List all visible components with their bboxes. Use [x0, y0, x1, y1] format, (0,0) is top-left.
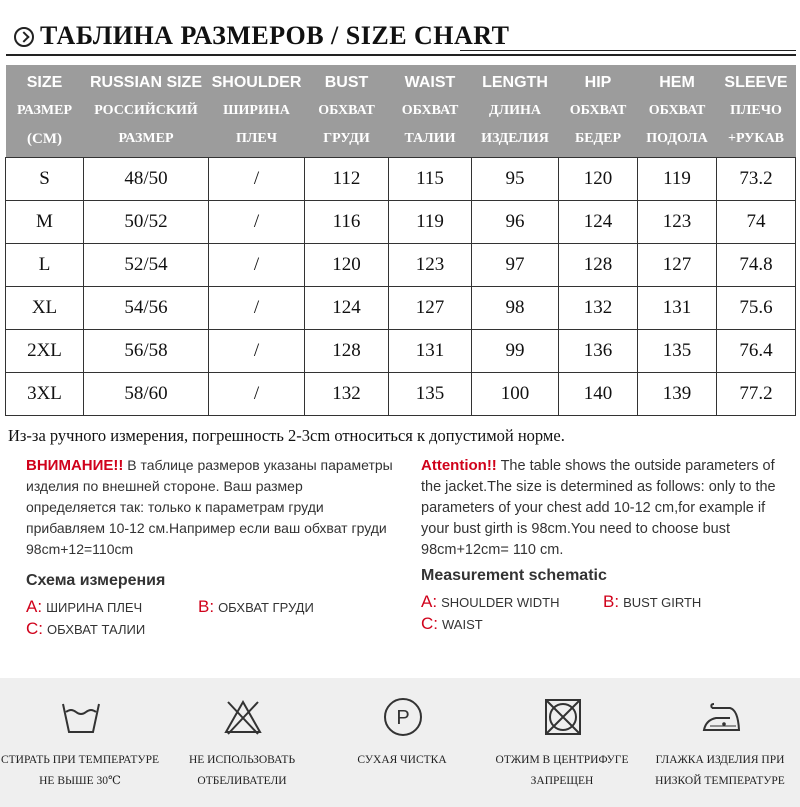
table-cell: 100: [472, 372, 559, 415]
table-cell: XL: [6, 286, 84, 329]
table-cell: 2XL: [6, 329, 84, 372]
table-cell: 116: [305, 200, 389, 243]
table-cell: 73.2: [717, 157, 796, 200]
table-cell: 131: [638, 286, 717, 329]
table-cell: 135: [389, 372, 472, 415]
table-cell: 139: [638, 372, 717, 415]
table-cell: 77.2: [717, 372, 796, 415]
table-row: [6, 157, 796, 200]
table-header-row: [6, 65, 796, 157]
table-cell: 128: [559, 243, 638, 286]
svg-text:P: P: [396, 707, 410, 729]
iron-low-icon: [700, 696, 742, 738]
care-item-dry-clean: P СУХАЯ ЧИСТКА: [322, 678, 482, 807]
table-cell: 132: [305, 372, 389, 415]
table-row: [6, 200, 796, 243]
table-cell: 140: [559, 372, 638, 415]
column-header: SIZE РАЗМЕР (CM): [6, 65, 84, 157]
legend-item-waist-en: C: WAIST: [421, 614, 483, 633]
table-row: [6, 372, 796, 415]
table-cell: 97: [472, 243, 559, 286]
table-cell: L: [6, 243, 84, 286]
table-cell: 98: [472, 286, 559, 329]
info-panel-ru: [26, 455, 396, 675]
header-divider: [6, 54, 796, 56]
table-cell: 48/50: [84, 157, 209, 200]
warning-label-en: Attention!!: [421, 457, 497, 474]
info-panel-en: [421, 455, 791, 675]
care-item-iron: ГЛАЖКА ИЗДЕЛИЯ ПРИ НИЗКОЙ ТЕМПЕРАТУРЕ: [640, 678, 800, 807]
table-cell: 54/56: [84, 286, 209, 329]
table-cell: 136: [559, 329, 638, 372]
table-cell: 124: [305, 286, 389, 329]
table-cell: 128: [305, 329, 389, 372]
column-header: SLEEVE ПЛЕЧО +РУКАВ: [717, 65, 796, 157]
warning-label-ru: ВНИМАНИЕ!!: [26, 457, 124, 474]
table-row: [6, 286, 796, 329]
table-cell: S: [6, 157, 84, 200]
table-cell: 3XL: [6, 372, 84, 415]
table-cell: 131: [389, 329, 472, 372]
schema-title-ru: Схема измерения: [26, 572, 166, 589]
table-cell: 119: [638, 157, 717, 200]
no-bleach-icon: [222, 696, 264, 738]
table-cell: 123: [638, 200, 717, 243]
table-cell: 95: [472, 157, 559, 200]
table-cell: 74.8: [717, 243, 796, 286]
table-cell: 115: [389, 157, 472, 200]
column-header: WAIST ОБХВАТ ТАЛИИ: [389, 65, 472, 157]
column-header: HEM ОБХВАТ ПОДОЛА: [638, 65, 717, 157]
legend-item-shoulder-en: A: SHOULDER WIDTH: [421, 592, 560, 611]
table-cell: /: [209, 243, 305, 286]
legend-item-bust-ru: B: ОБХВАТ ГРУДИ: [198, 597, 314, 616]
table-cell: 76.4: [717, 329, 796, 372]
header: [0, 0, 800, 60]
info-body-en: The table shows the outside parameters of the jacket.The size is determined as follows: only to the parameters of your chest add 10-12 cm,for example if your bust girth is 98cm.You need to choose bust 98cm+12cm= 110 cm.: [421, 458, 776, 558]
info-body-ru: В таблице размеров указаны параметры изделия по внешней стороне. Ваш размер определяется так: только к параметрам груди прибавляем 10-12 см.Например если ваш обхват груди 98cm+12=110cm: [26, 457, 393, 557]
table-cell: 135: [638, 329, 717, 372]
table-cell: 124: [559, 200, 638, 243]
care-instructions: [0, 678, 800, 807]
column-header: HIP ОБХВАТ БЕДЕР: [559, 65, 638, 157]
table-cell: 52/54: [84, 243, 209, 286]
size-chart-table: [5, 65, 796, 416]
table-cell: 112: [305, 157, 389, 200]
table-cell: 96: [472, 200, 559, 243]
table-cell: 50/52: [84, 200, 209, 243]
table-cell: 75.6: [717, 286, 796, 329]
schema-title-en: Measurement schematic: [421, 567, 607, 584]
table-cell: 127: [389, 286, 472, 329]
column-header: LENGTH ДЛИНА ИЗДЕЛИЯ: [472, 65, 559, 157]
info-text-ru: [26, 455, 396, 560]
page-title: ТАБЛИНА РАЗМЕРОВ / SIZE CHART: [40, 21, 510, 50]
table-cell: 127: [638, 243, 717, 286]
info-text-en: [421, 455, 791, 561]
table-row: [6, 243, 796, 286]
chevron-circle-icon: [14, 27, 34, 47]
table-body: [6, 157, 796, 415]
table-cell: 120: [305, 243, 389, 286]
table-cell: 99: [472, 329, 559, 372]
table-cell: /: [209, 329, 305, 372]
column-header: SHOULDER ШИРИНА ПЛЕЧ: [209, 65, 305, 157]
table-cell: 56/58: [84, 329, 209, 372]
legend-item-shoulder-ru: A: ШИРИНА ПЛЕЧ: [26, 597, 143, 616]
table-cell: 120: [559, 157, 638, 200]
table-cell: /: [209, 157, 305, 200]
legend-en: [421, 591, 791, 635]
table-cell: 132: [559, 286, 638, 329]
dry-clean-icon: [382, 696, 424, 738]
legend-ru: [26, 596, 396, 640]
wash-basin-icon: [60, 696, 102, 738]
no-tumble-dry-icon: [542, 696, 584, 738]
care-item-bleach: НЕ ИСПОЛЬЗОВАТЬ ОТБЕЛИВАТЕЛИ: [162, 678, 322, 807]
table-cell: 123: [389, 243, 472, 286]
legend-item-waist-ru: C: ОБХВАТ ТАЛИИ: [26, 619, 146, 638]
table-cell: M: [6, 200, 84, 243]
table-cell: 119: [389, 200, 472, 243]
care-item-tumble: ОТЖИМ В ЦЕНТРИФУГЕ ЗАПРЕЩЕН: [482, 678, 642, 807]
header-divider-thin: [460, 50, 796, 51]
table-cell: 58/60: [84, 372, 209, 415]
table-cell: /: [209, 200, 305, 243]
measurement-note: Из-за ручного измерения, погрешность 2-3cm относиться к допустимой норме.: [8, 426, 565, 445]
care-item-wash: СТИРАТЬ ПРИ ТЕМПЕРАТУРЕ НЕ ВЫШЕ 30℃: [0, 678, 160, 807]
table-cell: /: [209, 372, 305, 415]
table-cell: 74: [717, 200, 796, 243]
column-header: RUSSIAN SIZE РОССИЙСКИЙ РАЗМЕР: [84, 65, 209, 157]
table-row: [6, 329, 796, 372]
column-header: BUST ОБХВАТ ГРУДИ: [305, 65, 389, 157]
table-cell: /: [209, 286, 305, 329]
legend-item-bust-en: B: BUST GIRTH: [603, 592, 702, 611]
